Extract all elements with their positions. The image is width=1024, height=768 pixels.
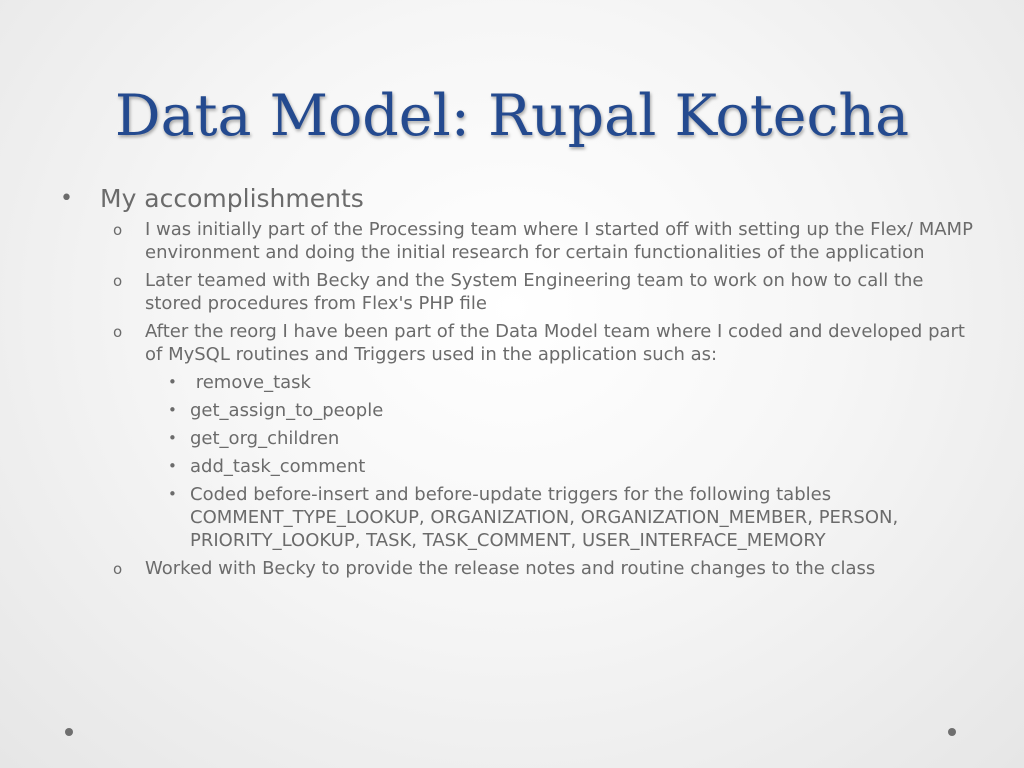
- sub-bullet-marker: o: [113, 221, 123, 239]
- sub-bullet-list: [58, 218, 978, 580]
- slide-title: Data Model: Rupal Kotecha: [114, 83, 910, 149]
- nested-bullet-item: [58, 371, 978, 394]
- nested-bullet-text: get_assign_to_people: [190, 400, 384, 421]
- nested-bullet-marker: •: [168, 401, 177, 419]
- nested-bullet-text: remove_task: [190, 372, 311, 393]
- sub-bullet-item: [58, 557, 978, 580]
- nested-bullet-list: [58, 371, 978, 552]
- bullet-text: My accomplishments: [100, 184, 364, 213]
- sub-bullet-text: Later teamed with Becky and the System Engineering team to work on how to call the stored procedures from Flex's PHP file: [145, 270, 924, 314]
- nested-bullet-marker: •: [168, 373, 177, 391]
- sub-bullet-item: [58, 269, 978, 315]
- nested-bullet-marker: •: [168, 429, 177, 447]
- sub-bullet-item: [58, 320, 978, 366]
- bullet-marker: •: [60, 186, 73, 211]
- nested-bullet-item: [58, 427, 978, 450]
- nested-bullet-text: Coded before-insert and before-update triggers for the following tables COMMENT_TYPE_LOOKUP, ORGANIZATION, ORGANIZATION_MEMBER, PERSON, PRIORITY_LOOKUP, TASK, TASK_COMMENT, USER_INTERFACE_MEMORY: [190, 484, 899, 551]
- slide-content: [58, 182, 978, 585]
- sub-bullet-text: Worked with Becky to provide the release notes and routine changes to the class: [145, 558, 876, 579]
- sub-bullet-marker: o: [113, 272, 123, 290]
- sub-bullet-text: I was initially part of the Processing team where I started off with setting up the Flex/ MAMP environment and doing the initial research for certain functionalities of the application: [145, 219, 973, 263]
- decorative-dot-left: [65, 728, 73, 736]
- sub-bullet-marker: o: [113, 323, 123, 341]
- nested-bullet-marker: •: [168, 485, 177, 503]
- nested-bullet-text: get_org_children: [190, 428, 340, 449]
- bullet-my-accomplishments: [58, 182, 978, 216]
- sub-bullet-item: [58, 218, 978, 264]
- nested-bullet-item: [58, 455, 978, 478]
- sub-bullet-text: After the reorg I have been part of the Data Model team where I coded and developed part of MySQL routines and Triggers used in the application such as:: [145, 321, 965, 365]
- nested-bullet-item: [58, 483, 978, 552]
- nested-bullet-item: [58, 399, 978, 422]
- decorative-dot-right: [948, 728, 956, 736]
- sub-bullet-marker: o: [113, 560, 123, 578]
- nested-bullet-marker: •: [168, 457, 177, 475]
- nested-bullet-text: add_task_comment: [190, 456, 366, 477]
